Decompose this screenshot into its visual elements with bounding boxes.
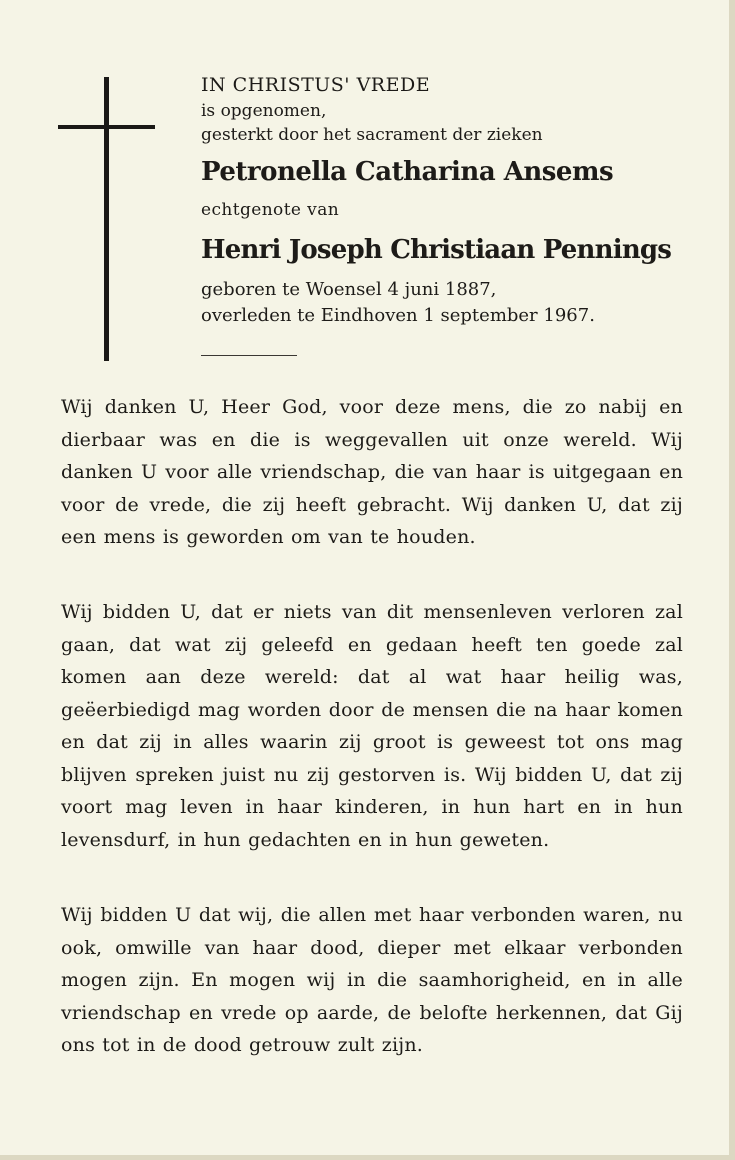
card-edge-shadow-bottom (0, 1155, 735, 1160)
prayer-paragraph-1: Wij danken U, Heer God, voor deze mens, die zo nabij en dierbaar was en die is weggevallen uit onze wereld. Wij danken U voor alle vriendschap, die van haar is uitgegaan en voor de vrede, die zij heeft gebracht. Wij danken U, dat zij een mens is geworden om van te houden. (61, 396, 683, 548)
memorial-header (201, 71, 701, 329)
sacrament-line: gesterkt door het sacrament der zieken (201, 125, 543, 145)
cross-icon (104, 77, 109, 361)
prayer-paragraph-2: Wij bidden U, dat er niets van dit mensenleven verloren zal gaan, dat wat zij geleefd en gedaan heeft ten goede zal komen aan deze wereld: dat al wat haar heilig was, geëerbiedigd mag worden door de mensen die na haar komen en dat zij in alles waarin zij groot is geweest tot ons mag blijven spreken juist nu zij gestorven is. Wij bidden U, dat zij voort mag leven in haar kinderen, in hun hart en in hun levensdurf, in hun gedachten en in hun geweten. (61, 601, 683, 851)
prayer-paragraph-3: Wij bidden U dat wij, die allen met haar verbonden waren, nu ook, omwille van haar dood, dieper met elkaar verbonden mogen zijn. En mogen wij in die saamhorigheid, en in alle vriendschap en vrede op aarde, de belofte herkennen, dat Gij ons tot in de dood getrouw zult zijn. (61, 904, 683, 1056)
death-line: overleden te Eindhoven 1 september 1967. (201, 305, 595, 326)
birth-line: geboren te Woensel 4 juni 1887, (201, 279, 497, 300)
card-edge-shadow-right (729, 0, 735, 1160)
received-line: is opgenomen, (201, 101, 327, 121)
spouse-label: echtgenote van (201, 200, 340, 220)
spouse-name: Henri Joseph Christiaan Pennings (201, 235, 672, 265)
memorial-title: IN CHRISTUS' VREDE (201, 74, 431, 96)
section-divider (201, 355, 297, 356)
cross-icon-crossbar (58, 125, 155, 129)
deceased-name: Petronella Catharina Ansems (201, 157, 614, 187)
